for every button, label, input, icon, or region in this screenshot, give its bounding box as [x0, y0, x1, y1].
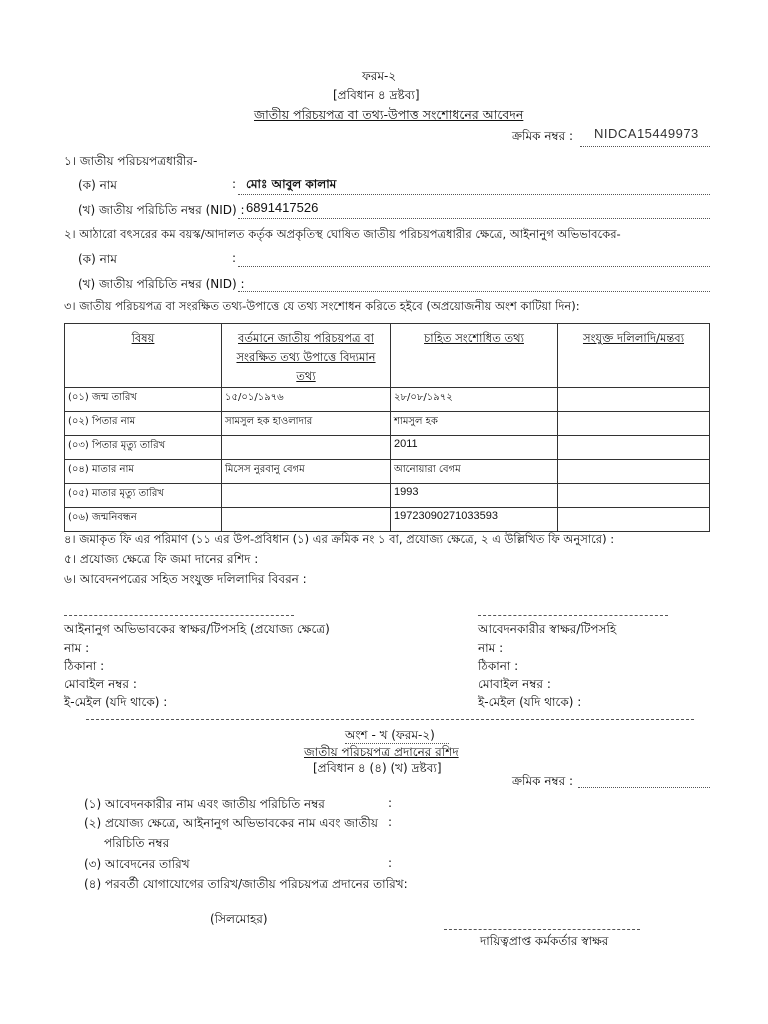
receipt-line-4: (৪) পরবর্তী যোগাযোগের তারিখ/জাতীয় পরিচয়পত্র প্রদানের তারিখ:	[84, 877, 408, 891]
part-b-title: অংশ - খ (ফরম-২)	[345, 728, 435, 742]
holder-name-label: (ক) নাম	[78, 178, 117, 192]
guardian-nid-line	[238, 291, 710, 292]
cell	[222, 484, 391, 508]
col-requested: চাহিত সংশোধিত তথ্য	[391, 324, 558, 388]
table-row	[65, 388, 710, 412]
part-b-subtitle: জাতীয় পরিচয়পত্র প্রদানের রশিদ	[304, 745, 459, 759]
cell: (০৩) পিতার মৃত্যু তারিখ	[65, 436, 222, 460]
cell: মিসেস নুরবানু বেগম	[222, 460, 391, 484]
holder-nid-label: (খ) জাতীয় পরিচিতি নম্বর (NID) :	[78, 203, 245, 217]
holder-name-value: মোঃ আবুল কালাম	[246, 177, 337, 191]
receipt-colon-2: :	[388, 815, 393, 829]
guardian-name-colon: :	[232, 251, 237, 265]
cell	[558, 388, 710, 412]
table-row	[65, 484, 710, 508]
rule-reference: [প্রবিধান ৪ দ্রষ্টব্য]	[333, 88, 420, 102]
guardian-email-field: ই-মেইল (যদি থাকে) :	[64, 695, 168, 709]
guardian-signature-label: আইনানুগ অভিভাবকের স্বাক্ষর/টিপসহি (প্রযোজ্য ক্ষেত্রে)	[64, 622, 330, 636]
correction-table	[64, 323, 710, 532]
holder-nid-line	[238, 218, 710, 219]
cell: (০১) জন্ম তারিখ	[65, 388, 222, 412]
guardian-name-field: নাম :	[64, 641, 90, 655]
guardian-nid-label: (খ) জাতীয় পরিচিতি নম্বর (NID) :	[78, 277, 245, 291]
cell: 19723090271033593	[391, 508, 558, 532]
cell: সামসুল হক হাওলাদার	[222, 412, 391, 436]
col-subject: বিষয়	[65, 324, 222, 388]
item-5-receipt: ৫। প্রযোজ্য ক্ষেত্রে ফি জমা দানের রশিদ :	[64, 552, 259, 566]
col-documents: সংযুক্ত দলিলাদি/মন্তব্য	[558, 324, 710, 388]
cut-line	[86, 719, 694, 720]
part-b-serial-line	[578, 787, 710, 788]
cell	[222, 436, 391, 460]
cell	[558, 436, 710, 460]
cell: (০৪) মাতার নাম	[65, 460, 222, 484]
section1-heading: ১। জাতীয় পরিচয়পত্রধারীর-	[64, 154, 198, 168]
cell	[558, 484, 710, 508]
cell: 1993	[391, 484, 558, 508]
cell: ২৮/০৮/১৯৭২	[391, 388, 558, 412]
cell: (০৫) মাতার মৃত্যু তারিখ	[65, 484, 222, 508]
cell: আনোয়ারা বেগম	[391, 460, 558, 484]
officer-signature-label: দায়িত্বপ্রাপ্ত কর্মকর্তার স্বাক্ষর	[480, 934, 609, 948]
guardian-name-line	[238, 266, 710, 267]
receipt-line-2b: পরিচিতি নম্বর	[104, 836, 170, 850]
receipt-colon-3: :	[388, 856, 393, 870]
part-b-rule-reference: [প্রবিধান ৪ (৪) (খ) দ্রষ্টব্য]	[313, 761, 442, 775]
cell	[558, 460, 710, 484]
receipt-line-3: (৩) আবেদনের তারিখ	[84, 857, 190, 871]
table-row	[65, 508, 710, 532]
cell: (০২) পিতার নাম	[65, 412, 222, 436]
guardian-mobile-field: মোবাইল নম্বর :	[64, 677, 137, 691]
table-row	[65, 460, 710, 484]
officer-signature-line	[444, 929, 640, 930]
holder-name-line	[238, 194, 710, 195]
applicant-name-field: নাম :	[478, 641, 504, 655]
cell: ১৫/০১/১৯৭৬	[222, 388, 391, 412]
serial-label: ক্রমিক নম্বর :	[512, 129, 574, 143]
serial-underline	[580, 146, 710, 147]
applicant-mobile-field: মোবাইল নম্বর :	[478, 677, 551, 691]
section2-heading: ২। আঠারো বৎসরের কম বয়স্ক/আদালত কর্তৃক অপ্রকৃতিস্থ ঘোষিত জাতীয় পরিচয়পত্রধারীর ক্ষেত্রে, আইনানুগ অভিভাবকের-	[64, 227, 621, 241]
receipt-colon-1: :	[388, 796, 393, 810]
cell	[558, 412, 710, 436]
table-header-row	[65, 324, 710, 388]
table-row	[65, 436, 710, 460]
cell: 2011	[391, 436, 558, 460]
cell: শামসুল হক	[391, 412, 558, 436]
cell: (০৬) জন্মনিবন্ধন	[65, 508, 222, 532]
part-b-serial-label: ক্রমিক নম্বর :	[512, 774, 574, 788]
guardian-name-label: (ক) নাম	[78, 252, 117, 266]
serial-value: NIDCA15449973	[594, 126, 699, 141]
item-4-fee: ৪। জমাকৃত ফি এর পরিমাণ (১১ এর উপ-প্রবিধান (১) এর ক্রমিক নং ১ বা, প্রযোজ্য ক্ষেত্রে, ২ এ উল্লিখিত ফি অনুসারে) :	[64, 532, 615, 546]
receipt-line-1: (১) আবেদনকারীর নাম এবং জাতীয় পরিচিতি নম্বর	[84, 797, 325, 811]
applicant-signature-line	[478, 615, 668, 616]
applicant-email-field: ই-মেইল (যদি থাকে) :	[478, 695, 582, 709]
holder-nid-value: 6891417526	[246, 200, 319, 215]
item-6-documents: ৬। আবেদনপত্রের সহিত সংযুক্ত দলিলাদির বিবরন :	[64, 572, 307, 586]
applicant-address-field: ঠিকানা :	[478, 659, 519, 673]
guardian-address-field: ঠিকানা :	[64, 659, 105, 673]
section3-heading: ৩। জাতীয় পরিচয়পত্র বা সংরক্ষিত তথ্য-উপাত্তে যে তথ্য সংশোধন করিতে হইবে (অপ্রয়োজনীয় অংশ কাটিয়া দিন):	[64, 299, 580, 313]
table-row	[65, 412, 710, 436]
cell	[222, 508, 391, 532]
cell	[558, 508, 710, 532]
seal-label: (সিলমোহর)	[210, 912, 268, 926]
form-number: ফরম-২	[362, 69, 397, 83]
guardian-signature-line	[64, 615, 294, 616]
page-title: জাতীয় পরিচয়পত্র বা তথ্য-উপাত্ত সংশোধনের আবেদন	[254, 107, 524, 122]
applicant-signature-label: আবেদনকারীর স্বাক্ষর/টিপসহি	[478, 622, 617, 636]
col-existing: বর্তমানে জাতীয় পরিচয়পত্র বা সংরক্ষিত তথ্য উপাত্তে বিদ্যমান তথ্য	[222, 324, 391, 388]
holder-name-colon: :	[232, 177, 237, 191]
receipt-line-2: (২) প্রযোজ্য ক্ষেত্রে, আইনানুগ অভিভাবকের নাম এবং জাতীয়	[84, 816, 378, 830]
